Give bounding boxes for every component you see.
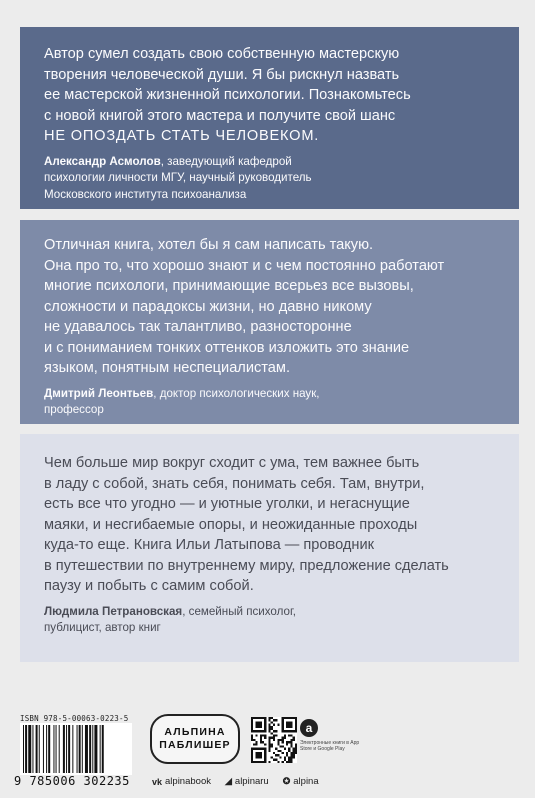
publisher-name-line2: ПАБЛИШЕР bbox=[159, 739, 231, 751]
vk-icon: vk bbox=[152, 776, 163, 787]
author-role: , заведующий кафедрой bbox=[160, 154, 292, 168]
quote-emphasis: НЕ ОПОЗДАТЬ СТАТЬ ЧЕЛОВЕКОМ. bbox=[44, 128, 320, 144]
author-name: Александр Асмолов bbox=[44, 154, 161, 168]
quote-line: творения человеческой души. Я бы рискнул назвать bbox=[44, 66, 400, 83]
quote-line: паузу и побыть с самим собой. bbox=[44, 578, 254, 594]
isbn-digits: 9 785006 302235 bbox=[14, 774, 130, 788]
author-role: , семейный психолог, bbox=[182, 604, 297, 618]
quote-card-leontiev bbox=[20, 220, 519, 424]
quote-line: ее мастерской жизненной психологии. Познакомьтесь bbox=[44, 87, 411, 103]
quote-card-petranovskaya bbox=[20, 434, 519, 662]
quote-line: Автор сумел создать свою собственную мастерскую bbox=[44, 46, 400, 62]
quote-line: есть все что угодно — и уютные уголки, и негаснущие bbox=[44, 496, 410, 512]
quote-card-asmolov bbox=[20, 27, 519, 209]
social-link-vk[interactable] bbox=[152, 776, 211, 787]
quote-line: куда-то еще. Книга Ильи Латыпова — проводник bbox=[44, 537, 375, 553]
social-label: alpinaru bbox=[234, 776, 269, 787]
author-role: , доктор психологических наук, bbox=[153, 386, 320, 400]
social-label: alpina bbox=[293, 776, 319, 787]
quote-line: Чем больше мир вокруг сходит с ума, тем важнее быть bbox=[44, 455, 420, 471]
telegram-icon: ◢ bbox=[224, 776, 232, 786]
quote-attribution bbox=[44, 604, 495, 637]
alpina-app-logo: a bbox=[300, 719, 318, 737]
barcode bbox=[20, 723, 132, 775]
author-role: профессор bbox=[44, 403, 104, 416]
quote-line: сложности и парадоксы жизни, но давно никому bbox=[44, 298, 372, 315]
author-role: Московского института психоанализа bbox=[44, 187, 247, 201]
app-promo-text: Электронные книги в App Store и Google Play bbox=[300, 740, 360, 752]
social-link-telegram[interactable] bbox=[225, 776, 269, 787]
quote-line: Отличная книга, хотел бы я сам написать такую. bbox=[44, 237, 374, 253]
quote-line: многие психологи, принимающие всерьез все вызовы, bbox=[44, 278, 414, 294]
qr-code bbox=[251, 717, 297, 763]
quote-line: с новой книгой этого мастера и получите свой шанс bbox=[44, 107, 396, 124]
quote-attribution bbox=[44, 154, 495, 204]
social-links bbox=[152, 776, 319, 787]
quote-line: в ладу с собой, знать себя, понимать себя. Там, внутри, bbox=[44, 475, 425, 492]
publisher-name-line1: АЛЬПИНА bbox=[164, 726, 226, 738]
quote-attribution bbox=[44, 386, 495, 419]
quote-line: в путешествии по внутреннему миру, предложение сделать bbox=[44, 557, 449, 574]
quote-line: маяки, и несгибаемые опоры, и неожиданные проходы bbox=[44, 516, 418, 533]
social-link-alpina[interactable] bbox=[283, 776, 319, 787]
alpina-app-icon: ✪ bbox=[282, 776, 291, 786]
quote-line: и с пониманием тонких оттенков изложить это знание bbox=[44, 339, 410, 356]
author-role: публицист, автор книг bbox=[44, 621, 161, 634]
author-name: Дмитрий Леонтьев bbox=[44, 386, 154, 400]
quote-line: языком, понятным неспециалистам. bbox=[44, 360, 290, 376]
publisher-logo bbox=[150, 714, 240, 764]
isbn-label: ISBN 978-5-00063-0223-5 bbox=[20, 714, 129, 723]
author-name: Людмила Петрановская bbox=[44, 604, 183, 618]
quote-line: не удавалось так талантливо, разносторонне bbox=[44, 319, 352, 335]
quote-line: Она про то, что хорошо знают и с чем постоянно работают bbox=[44, 257, 445, 274]
author-role: психологии личности МГУ, научный руководитель bbox=[44, 171, 312, 184]
social-label: alpinabook bbox=[165, 776, 211, 787]
